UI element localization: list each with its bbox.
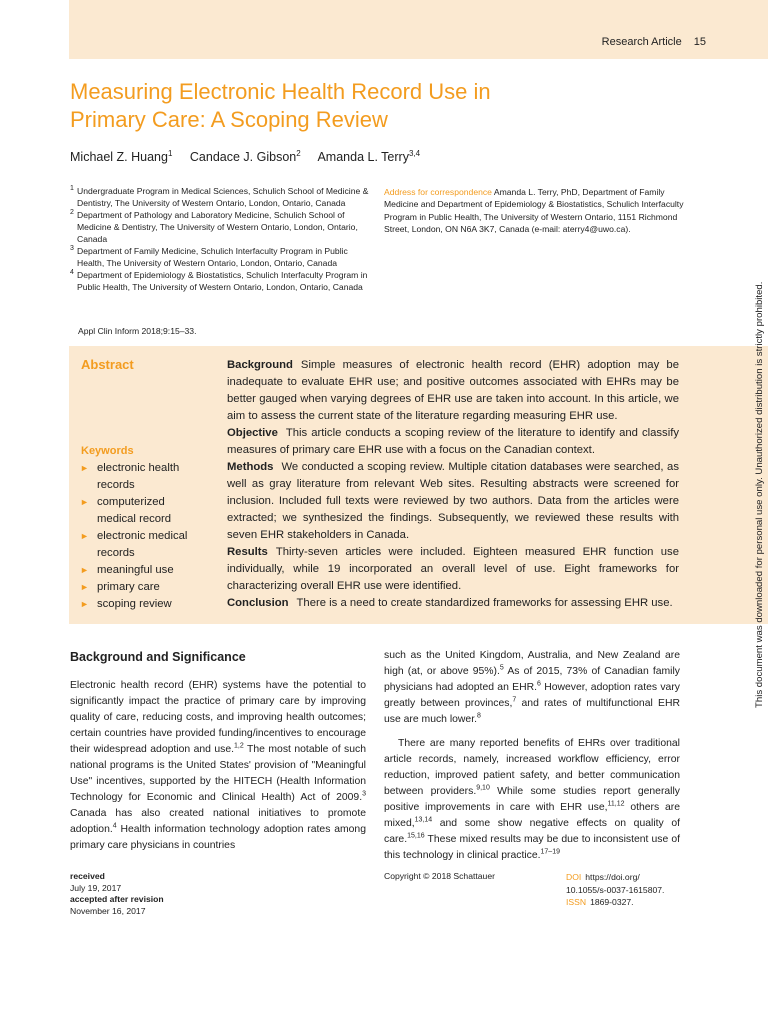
received-dates [70, 871, 164, 917]
copyright: Copyright © 2018 Schattauer [384, 871, 495, 881]
arrow-right-icon: ► [80, 582, 89, 592]
keyword-item: ► electronic medical records [80, 530, 188, 559]
abstract-heading: Abstract [81, 357, 134, 372]
body-paragraph: There are many reported benefits of EHRs over traditional article records, namely, increased workflow efficiency, error reduction, improved patient safety, and better communication between providers.$^{9,10}$ While some studies report generally positive improvements in care with EHR use,$^{11,12}$ others are mixed,$^{13,14}$ and some show negative effects on quality of care.$^{15,16}$ These mixed results may be due to inconsistent use of this technology in clinical practice.$^{17-19}$ [384, 738, 680, 861]
affiliation: 2 Department of Pathology and Laboratory Medicine, Schulich School of Medicine & Dentistry, The University of Western Ontario, London, Ontario, Canada [70, 209, 358, 244]
reference[interactable]: 17–19 [540, 848, 560, 856]
doi-label: DOI [566, 872, 582, 882]
doi-block [566, 871, 664, 909]
issn-label: ISSN [566, 897, 587, 907]
abstract-methods: Methods We conducted a scoping review. Multiple citation databases were searched, as well as gray literature from relevant Web sites. Resulting abstracts were screened for inclusion. Included full texts were reviewed by two authors. Data from the articles were extracted; we synthesized the findings. Subsequently, we reviewed these results with seven EHR stakeholders in Canada. [227, 461, 679, 541]
keywords-list [80, 460, 200, 613]
reference[interactable]: 5 [499, 664, 504, 672]
journal-citation: Appl Clin Inform 2018;9:15–33. [78, 326, 197, 336]
keyword-item: ► meaningful use [80, 562, 200, 579]
abstract-background: Background Simple measures of electronic health record (EHR) adoption may be inadequate to evaluate EHR use; and positive outcomes associated with EHRs may be better gauged when varying degrees of EHR use are taken into account. In this article, we aim to assess the current state of the literature regarding measuring EHR use. [227, 359, 679, 422]
keywords-heading: Keywords [81, 445, 134, 457]
author: Amanda L. Terry$^{3,4}$ [317, 148, 421, 164]
received-label: received [70, 871, 105, 881]
affiliation: 4 Department of Epidemiology & Biostatistics, Schulich Interfaculty Program in Public Health, The University of Western Ontario, London, Ontario, Canada [70, 269, 368, 292]
reference[interactable]: 13,14 [414, 816, 433, 824]
doi-value[interactable]: 10.1055/s-0037-1615807. [566, 884, 665, 895]
keyword-item: ► primary care [80, 579, 200, 596]
abstract-objective: Objective This article conducts a scoping review of the literature to identify and classify measures of primary care EHR use with a focus on the Canadian context. [227, 427, 679, 456]
arrow-right-icon: ► [80, 497, 89, 507]
reference[interactable]: 11,12 [607, 800, 625, 808]
correspondence-text: Amanda L. Terry, PhD, Department of Family Medicine and Department of Epidemiology & Biostatistics, Schulich Interfaculty Program in Public Health, The University of Western Ontario, 1151 Richmond Street, London, ON N6A 3K7, Canada (e-mail: aterry4@uwo.ca). [384, 187, 684, 234]
author: Candace J. Gibson$^2$ [189, 148, 301, 164]
reference[interactable]: 8 [476, 712, 481, 720]
keyword-item: ► electronic health records [80, 462, 180, 491]
title-line-1: Measuring Electronic Health Record Use in [70, 79, 491, 104]
doi-link[interactable]: https://doi.org/ [585, 872, 640, 882]
reference[interactable]: 9,10 [476, 784, 490, 792]
header-band [69, 0, 768, 59]
keyword-item: ► computerized medical record [80, 496, 172, 525]
running-header [602, 36, 706, 48]
arrow-right-icon: ► [80, 565, 89, 575]
keyword-item: ► scoping review [80, 596, 200, 613]
page-number: 15 [693, 36, 706, 48]
arrow-right-icon: ► [80, 531, 89, 541]
abstract-body [227, 357, 679, 612]
title-line-2: Primary Care: A Scoping Review [70, 107, 388, 132]
abstract-conclusion: Conclusion There is a need to create standardized frameworks for assessing EHR use. [227, 597, 673, 609]
reference[interactable]: 15,16 [407, 832, 425, 840]
body-column-right [384, 648, 680, 864]
correspondence-address [384, 186, 684, 235]
article-title [70, 78, 590, 134]
reference[interactable]: 7 [512, 696, 517, 704]
affiliation: 1 Undergraduate Program in Medical Sciences, Schulich School of Medicine & Dentistry, The University of Western Ontario, London, Ontario, Canada [70, 185, 369, 208]
author-list [70, 150, 434, 164]
body-paragraph: such as the United Kingdom, Australia, and New Zealand are high (at, or above 95%).$^5$ As of 2015, 73% of Canadian family physicians had adopted an EHR.$^6$ However, adoption rates vary greatly between provinces,$^7$ and rates of multifunctional EHR use are much lower.$^8$ [384, 650, 680, 725]
reference[interactable]: 4 [112, 822, 117, 830]
body-paragraph: Electronic health record (EHR) systems have the potential to significantly impact the practice of primary care by improving quality of care, reducing costs, and improving health outcomes; certain countries have provided funding/incentives to encourage their widespread adoption and use.$^{1,2}$ The most notable of such national programs is the United States' provision of "Meaningful Use" incentives, supported by the HITECH (Health Information Technology for Economic and Clinical Health) Act of 2009.$^3$ Canada has also created national initiatives to promote adoption.$^4$ Health information technology adoption rates among primary care physicians in countries [70, 680, 366, 851]
issn-value: 1869-0327. [590, 897, 634, 907]
author: Michael Z. Huang$^1$ [70, 148, 173, 164]
abstract-results: Results Thirty-seven articles were included. Eighteen measured EHR function use individually, while 19 incorporated an overall level of use. Eight frameworks for characterizing overall EHR use were identified. [227, 546, 679, 592]
affiliation: 3 Department of Family Medicine, Schulich Interfaculty Program in Public Health, The University of Western Ontario, London, Ontario, Canada [70, 245, 348, 268]
section-heading: Background and Significance [70, 650, 246, 664]
article-type: Research Article [601, 36, 682, 48]
correspondence-label: Address for correspondence [384, 187, 492, 197]
reference[interactable]: 6 [536, 680, 541, 688]
download-notice: This document was downloaded for personal use only. Unauthorized distribution is strictly prohibited. [754, 281, 765, 708]
arrow-right-icon: ► [80, 599, 89, 609]
received-date: July 19, 2017 [70, 882, 122, 893]
body-column-left [70, 648, 366, 854]
accepted-date: November 16, 2017 [70, 905, 146, 916]
reference[interactable]: 1,2 [234, 742, 244, 750]
affiliations [70, 185, 370, 293]
accepted-label: accepted after revision [70, 894, 164, 904]
reference[interactable]: 3 [362, 790, 366, 798]
arrow-right-icon: ► [80, 463, 89, 473]
